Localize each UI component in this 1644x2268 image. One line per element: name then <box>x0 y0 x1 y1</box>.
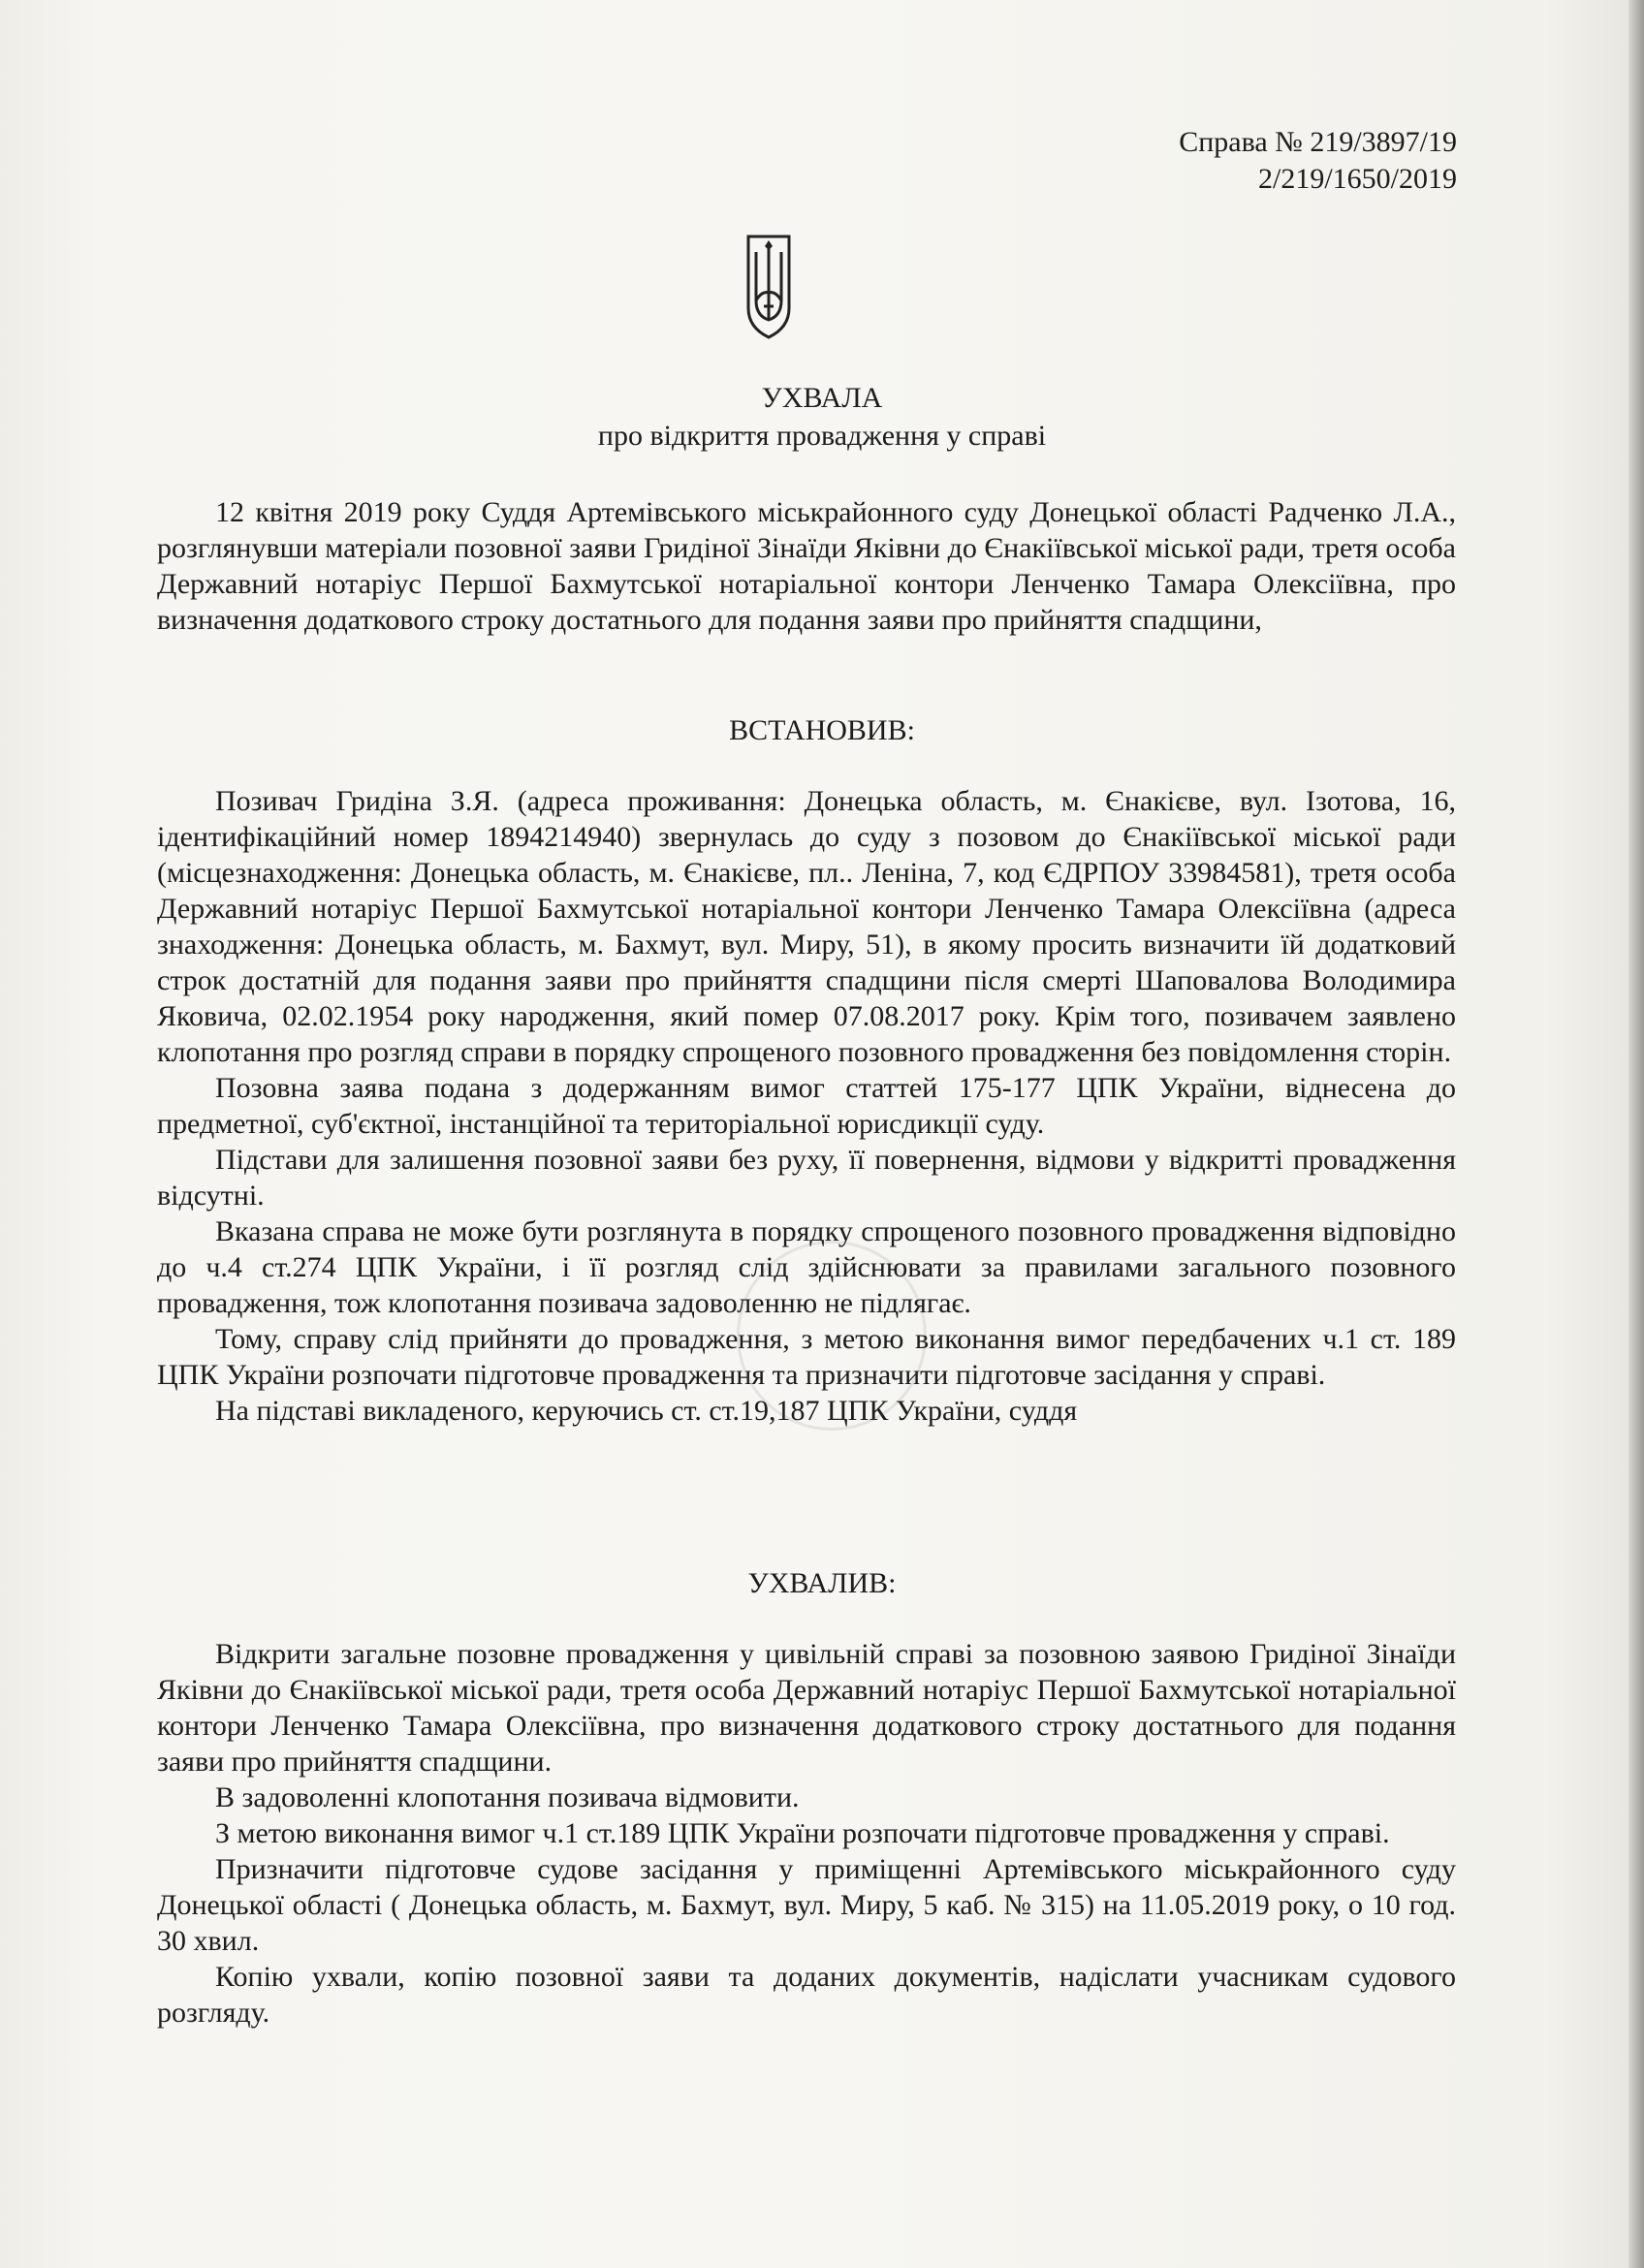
case-number-secondary: 2/219/1650/2019 <box>1257 163 1457 195</box>
ruled-paragraph: З метою виконання вимог ч.1 ст.189 ЦПК України розпочати підготовче провадження у справі. <box>215 1817 1390 1849</box>
ruled-paragraph: В задоволенні клопотання позивача відмовити. <box>215 1781 800 1813</box>
established-paragraph: Позивач Гридіна З.Я. (адреса проживання: Донецька область, м. Єнакієве, вул. Ізотова, 16, ідентифікаційний номер 1894214940) звернулась до суду з позовом до Єнакіївської міської ради (місцезнаходження: Донецька область, м. Єнакієве, пл.. Леніна, 7, код ЄДРПОУ 33984581), третя особа Державний нотаріус Першої Бахмутської нотаріальної контори Ленченко Тамара Олексіївна (адреса знаходження: Донецька область, м. Бахмут, вул. Миру, 51), в якому просить визначити їй додатковий строк достатній для подання заяви про прийняття спадщини після смерті Шаповалова Володимира Яковича, 02.02.1954 року народження, який помер 07.08.2017 року. Крім того, позивачем заявлено клопотання про розгляд справи в порядку спрощеного позовного провадження без повідомлення сторін. <box>157 785 1456 1068</box>
ruled-paragraph: Призначити підготовче судове засідання у приміщенні Артемівського міськрайонного суду Донецької області ( Донецька область, м. Бахмут, вул. Миру, 5 каб. № 315) на 11.05.2019 року, о 10 год. 30 хвил. <box>157 1853 1456 1957</box>
established-paragraph: Позовна заява подана з додержанням вимог статтей 175-177 ЦПК України, віднесена до предметної, суб'єктної, інстанційної та територіальної юрисдикції суду. <box>157 1072 1456 1140</box>
case-number-primary: Справа № 219/3897/19 <box>1179 126 1457 158</box>
heading-ruled: УХВАЛИВ: <box>747 1567 897 1599</box>
established-paragraph: Вказана справа не може бути розглянута в порядку спрощеного позовного провадження відповідно до ч.4 ст.274 ЦПК України, і її розгляд слід здійснювати за правилами загального позовного провадження, тож клопотання позивача задоволенню не підлягає. <box>157 1215 1456 1319</box>
heading-established: ВСТАНОВИВ: <box>729 714 915 746</box>
intro-text: 12 квітня 2019 року Суддя Артемівського міськрайонного суду Донецької області Радченко Л.А., розглянувши матеріали позовної заяви Гридіної Зінаїди Яківни до Єнакіївської міської ради, третя особа Державний нотаріус Першої Бахмутської нотаріальної контори Ленченко Тамара Олексіївна, про визначення додаткового строку достатнього для подання заяви про прийняття спадщини, <box>157 496 1456 636</box>
case-number-block <box>1179 124 1457 198</box>
document-subtitle: про відкриття провадження у справі <box>597 420 1047 452</box>
established-paragraph: Тому, справу слід прийняти до провадження, з метою виконання вимог передбачених ч.1 ст. 189 ЦПК України розпочати підготовче провадження та призначити підготовче засідання у справі. <box>157 1323 1456 1391</box>
scan-edge <box>1628 0 1644 2268</box>
ruled-paragraph: Копію ухвали, копію позовної заяви та доданих документів, надіслати учасникам судового розгляду. <box>157 1961 1456 2029</box>
established-paragraph: На підставі викладеного, керуючись ст. ст.19,187 ЦПК України, суддя <box>215 1395 1078 1427</box>
bleed-through-stamp <box>737 1241 927 1431</box>
ruled-section <box>157 1636 1456 2031</box>
ukraine-trident-emblem-icon <box>744 233 793 341</box>
bleed-through-text <box>157 2118 1456 2234</box>
established-paragraph: Підстави для залишення позовної заяви без руху, її повернення, відмови у відкритті провадження відсутні. <box>157 1144 1456 1212</box>
intro-paragraph <box>157 494 1456 638</box>
document-title: УХВАЛА <box>761 382 883 414</box>
ruled-paragraph: Відкрити загальне позовне провадження у цивільній справі за позовною заявою Гридіної Зінаїди Яківни до Єнакіївської міської ради, третя особа Державний нотаріус Першої Бахмутської нотаріальної контори Ленченко Тамара Олексіївна, про визначення додаткового строку достатнього для подання заяви про прийняття спадщини. <box>157 1638 1456 1778</box>
